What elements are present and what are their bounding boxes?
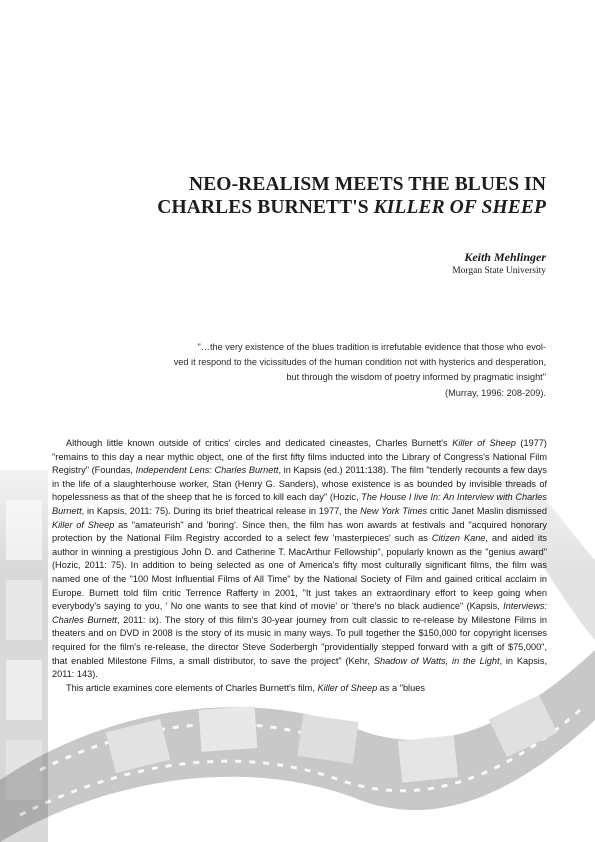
italic-title: Shadow of Watts, in the Light xyxy=(373,655,500,666)
italic-title: Interviews: Charles Burnett xyxy=(52,601,547,625)
author-block xyxy=(452,250,546,278)
body-paragraph-1: Although little known outside of critics' circles and dedicated cineastes, Charles Burnett's Killer of Sheep (1977) "remains to this day a near mythic object, one of the first fifty films inducted into the Library of Congress's National Film Registry" (Foundas, Independent Lens: Charles Burnett, in Kapsis (ed.) 2011:138). The film "tenderly recounts a few days in the life of a slaughterhouse worker, Stan (Henry G. Sanders), whose existence is as bounded by invisible threads of hopelessness as that of the sheep that he is forced to kill each day" (Hozic, The House I live In: An Interview with Charles Burnett, in Kapsis, 2011: 75). During its brief theatrical release in 1977, the New York Times critic Janet Maslin dismissed Killer of Sheep as "amateurish" and 'boring'. Since then, the film has won awards at festivals and "acquired honorary protection by the National Film Registry accorded to a select few 'masterpieces' such as Citizen Kane, and aided its author in winning a prestigious John D. and Catherine T. MacArthur Fellowship", popularly known as the "genius award" (Hozic, 2011: 75). In addition to being selected as one of America's fifty most culturally significant films, the film was named one of the "100 Most Influential Films of All Time" by the National Society of Film and gained critical acclaim in Europe. Burnett told film critic Terrence Rafferty in 2001, "It just takes an extraordinary effort to keep going when everybody's saying to you, ' No one wants to see that kind of movie' or 'there's no black audience" (Kapsis, Interviews: Charles Burnett, 2011: ix). The story of this film's 30-year journey from cult classic to re-release by Milestone Films in theaters and on DVD in 2008 is the story of its music in many ways. To pull together the $150,000 for copyright licenses required for the film's re-release, the director Steve Soderbergh "providentially stepped forward with a gift of $75,000", that enabled Milestone Films, a small distributor, to save the project" (Kehr, Shadow of Watts, in the Light, in Kapsis, 2011: 143). xyxy=(52,438,548,680)
epigraph-line: "…the very existence of the blues tradition is irrefutable evidence that those who evol- xyxy=(197,342,546,352)
epigraph-line: but through the wisdom of poetry informed by pragmatic insight" xyxy=(286,372,546,383)
italic-title: The House I live In: An Interview with Charles Burnett xyxy=(52,492,547,516)
title-line-2 xyxy=(40,196,546,219)
italic-title: Killer of Sheep xyxy=(317,682,378,693)
article-title xyxy=(40,173,546,219)
epigraph xyxy=(52,340,546,401)
epigraph-citation: (Murray, 1996: 208-209). xyxy=(445,387,546,398)
title-line-2-prefix: CHARLES BURNETT'S xyxy=(157,197,374,218)
title-line-1: NEO-REALISM MEETS THE BLUES IN xyxy=(189,174,546,195)
italic-title: Citizen Kane xyxy=(431,533,486,544)
italic-title: New York Times xyxy=(360,505,428,516)
epigraph-line: ved it respond to the vicissitudes of the human condition not with hysterics and desperation, xyxy=(173,357,546,368)
body-paragraph-2: This article examines core elements of Charles Burnett's film, Killer of Sheep as a "blues xyxy=(66,682,425,693)
title-film-name: KILLER OF SHEEP xyxy=(373,197,546,218)
italic-title: Killer of Sheep xyxy=(52,519,115,530)
author-name: Keith Mehlinger xyxy=(464,250,546,264)
article-body xyxy=(52,437,547,695)
italic-title: Killer of Sheep xyxy=(452,438,516,448)
italic-title: Independent Lens: Charles Burnett xyxy=(135,465,279,476)
author-affiliation: Morgan State University xyxy=(452,266,546,276)
